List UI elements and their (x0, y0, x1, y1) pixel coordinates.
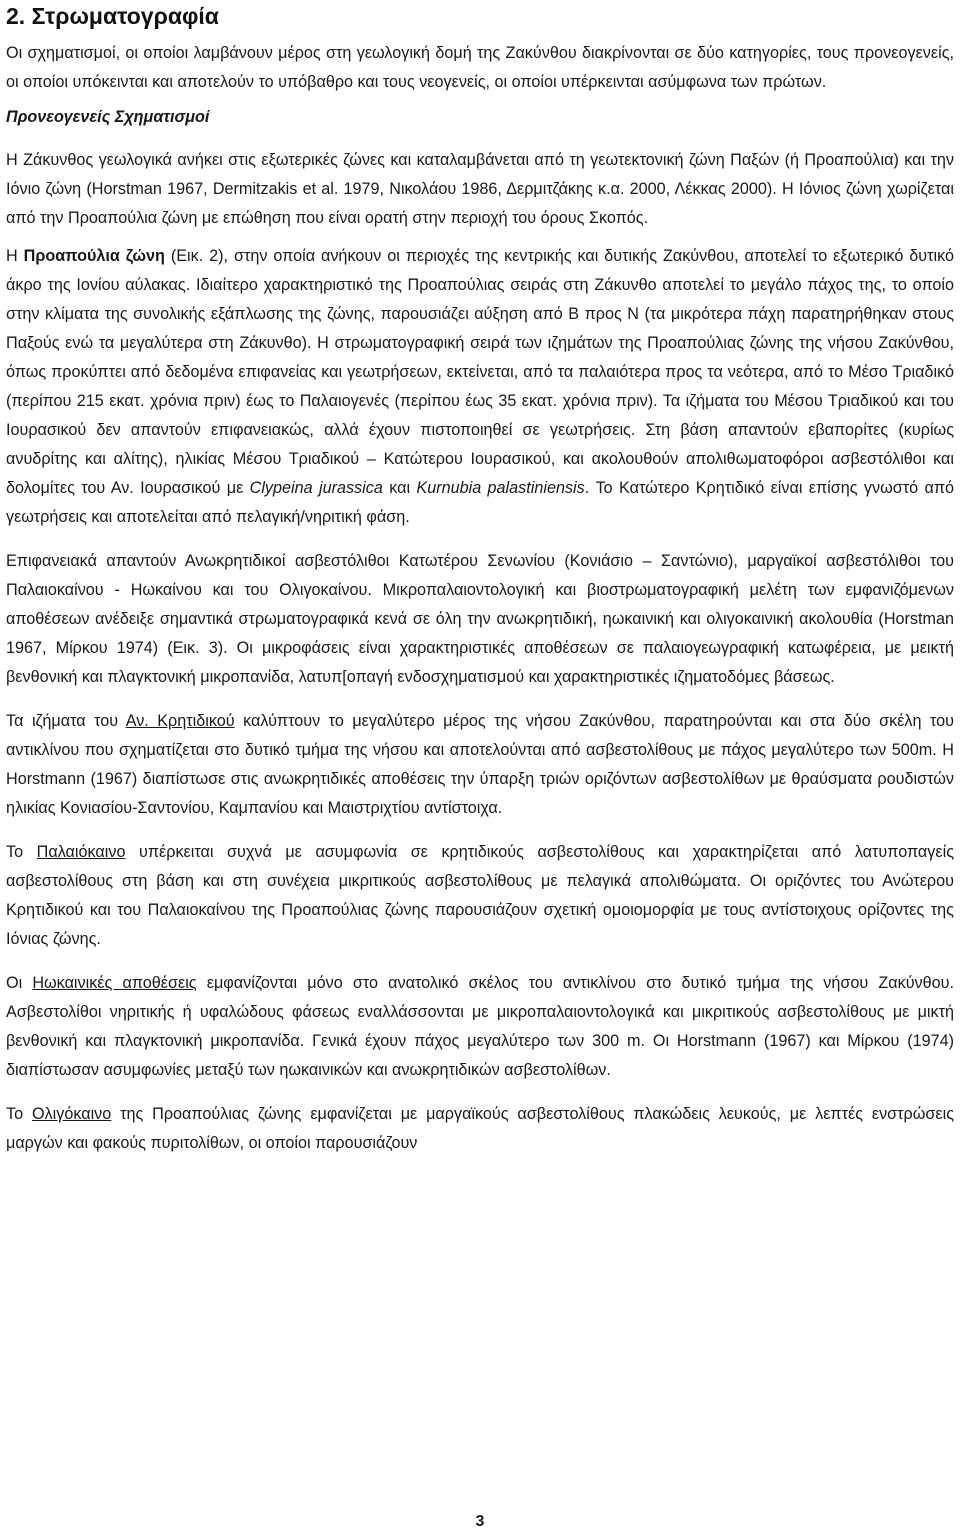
preapulian-paragraph: Η Προαπούλια ζώνη (Εικ. 2), στην οποία ανήκουν οι περιοχές της κεντρικής και δυτικής Ζακύνθου, αποτελεί το εξωτερικό δυτικό άκρο της Ιονίου αύλακας. Ιδιαίτερο χαρακτηριστικό της Προαπούλιας σειράς στη Ζάκυνθο αποτελεί το μεγάλο πάχος της, το οποίο στην κλίματα της συνολικής εξάπλωσης της ζώνης, παρουσιάζει αύξηση από Β προς Ν (τα μικρότερα πάχη παρατηρήθηκαν στους Παξούς ενώ τα μεγαλύτερα στη Ζάκυνθο). Η στρωματογραφική σειρά των ιζημάτων της Προαπούλιας ζώνης της νήσου Ζακύνθου, όπως προκύπτει από δεδομένα επιφανείας και γεωτρήσεων, εκτείνεται, από τα παλαιότερα προς τα νεότερα, από το Μέσο Τριαδικό (περίπου 215 εκατ. χρόνια πριν) έως το Παλαιογενές (περίπου έως 35 εκατ. χρόνια πριν). Τα ιζήματα του Μέσου Τριαδικού και του Ιουρασικού δεν απαντούν επιφανειακώς, αλλά έχουν πιστοποιηθεί σε γεωτρήσεις. Στη βάση απαντούν εβαπορίτες (κυρίως ανυδρίτης και αλίτης), ηλικίας Μέσου Τριαδικού – Κατώτερου Ιουρασικού, και ακολουθούν απολιθωματοφόροι ασβεστόλιθοι και δολομίτες του Αν. Ιουρασικού με Clypeina jurassica και Kurnubia palastiniensis. Το Κατώτερο Κρητιδικό είναι επίσης γνωστό από γεωτρήσεις και αποτελείται από πελαγική/νηριτική φάση. (6, 247, 955, 526)
eocene-term: Ηωκαινικές αποθέσεις (32, 974, 197, 992)
eocene-paragraph: Οι Ηωκαινικές αποθέσεις εμφανίζονται μόνο στο ανατολικό σκέλος του αντικλίνου στο δυτικό τμήμα της νήσου Ζακύνθου. Ασβεστολίθοι νηριτικής ή υφαλώδους φάσεως εναλλάσσονται με μικροπαλαιοντολογικά και μικριτικούς ασβεστολίθους με μικτή βενθονική και πλαγκτονική μικροπανίδα. Γενικά έχουν πάχος μεγαλύτερο των 300 m. Οι Horstmann (1967) και Μίρκου (1974) διαπίστωσαν ασυμφωνίες μεταξύ των ηωκαινικών και ανωκρητιδικών ασβεστολίθων. (6, 974, 955, 1079)
cretaceous-paragraph: Τα ιζήματα του Αν. Κρητιδικού καλύπτουν το μεγαλύτερο μέρος της νήσου Ζακύνθου, παρατηρούνται και στα δύο σκέλη του αντικλίνου που σχηματίζεται στο δυτικό τμήμα της νήσου και αποτελούνται από ασβεστολίθους με πάχος μεγαλύτερο των 500m. Η Horstmann (1967) διαπίστωσε στις ανωκρητιδικές αποθέσεις την ύπαρξη τριών οριζόντων ασβεστολίθων με θραύσματα ρουδιστών ηλικίας Κονιασίου-Σαντονίου, Καμπανίου και Μαιστριχτίου αντίστοιχα. (6, 712, 954, 817)
section-title: Στρωματογραφία (31, 3, 219, 29)
paleocene-paragraph: Το Παλαιόκαινο υπέρκειται συχνά με ασυμφωνία σε κρητιδικούς ασβεστολίθους και χαρακτηρίζεται από λατυποπαγείς ασβεστολίθους στη βάση και στη συνέχεια μικριτικούς ασβεστολίθους με πελαγικά απολιθώματα. Οι οριζόντες του Ανώτερου Κρητιδικού και του Παλαιοκαίνου της Προαπούλιας ζώνης παρουσιάζουν σχετική ομοιομορφία με τους αντίστοιχους ορίζοντες της Ιόνιας ζώνης. (6, 843, 954, 948)
zone-paragraph: Η Ζάκυνθος γεωλογικά ανήκει στις εξωτερικές ζώνες και καταλαμβάνεται από τη γεωτεκτονική ζώνη Παξών (ή Προαπούλια) και την Ιόνιο ζώνη (Horstman 1967, Dermitzakis et al. 1979, Νικολάου 1986, Δερμιτζάκης κ.α. 2000, Λέκκας 2000). Η Ιόνιος ζώνη χωρίζεται από την Προαπούλια ζώνη με επώθηση που είναι ορατή στην περιοχή του όρους Σκοπός. (6, 151, 954, 227)
page-number: 3 (475, 1513, 485, 1530)
section-number: 2. (6, 3, 26, 29)
intro-paragraph: Οι σχηματισμοί, οι οποίοι λαμβάνουν μέρος στη γεωλογική δομή της Ζακύνθου διακρίνονται σε δύο κατηγορίες, τους προνεογενείς, οι οποίοι υπόκεινται και αποτελούν το υπόβαθρο και τους νεογενείς, οι οποίοι υπέρκεινται ασύμφωνα των πρώτων. (6, 44, 954, 91)
section-heading (6, 0, 954, 30)
species-clypeina: Clypeina jurassica (249, 479, 383, 497)
surface-paragraph: Επιφανειακά απαντούν Ανωκρητιδικοί ασβεστόλιθοι Κατωτέρου Σενωνίου (Κονιάσιο – Σαντώνιο), μαργαϊκοί ασβεστόλιθοι του Παλαιοκαίνου - Ηωκαίνου και του Ολιγοκαίνου. Μικροπαλαιοντολογική και βιοστρωματογραφική μελέτη των εμφανιζόμενων αποθέσεων ανέδειξε σημαντικά στρωματογραφικά κενά σε όλη την ανωκρητιδική, ηωκαινική και ολιγοκαινική ακολουθία (Horstman 1967, Μίρκου 1974) (Εικ. 3). Οι μικροφάσεις είναι χαρακτηριστικές αποθέσεων σε παλαιογεωγραφική κατωφέρεια, με μεικτή βενθονική και πλαγκτονική μικροπανίδα, λατυπ[οπαγή ενδοσχηματισμού και χαρακτηριστικές ιζηματοδόμες βάσεως. (6, 552, 954, 686)
paleocene-term: Παλαιόκαινο (36, 843, 126, 861)
oligocene-paragraph: Το Ολιγόκαινο της Προαπούλιας ζώνης εμφανίζεται με μαργαϊκούς ασβεστολίθους πλακώδεις λευκούς, με λεπτές ενστρώσεις μαργών και φακούς πυριτολίθων, οι οποίοι παρουσιάζουν (6, 1105, 954, 1152)
species-kurnubia: Kurnubia palastiniensis (416, 479, 585, 497)
preapulian-zone-term: Προαπούλια ζώνη (23, 247, 165, 265)
oligocene-term: Ολιγόκαινο (31, 1105, 112, 1123)
upper-cretaceous-term: Αν. Κρητιδικού (125, 712, 235, 730)
subheading-pre-neogene: Προνεογενείς Σχηματισμοί (6, 108, 210, 126)
